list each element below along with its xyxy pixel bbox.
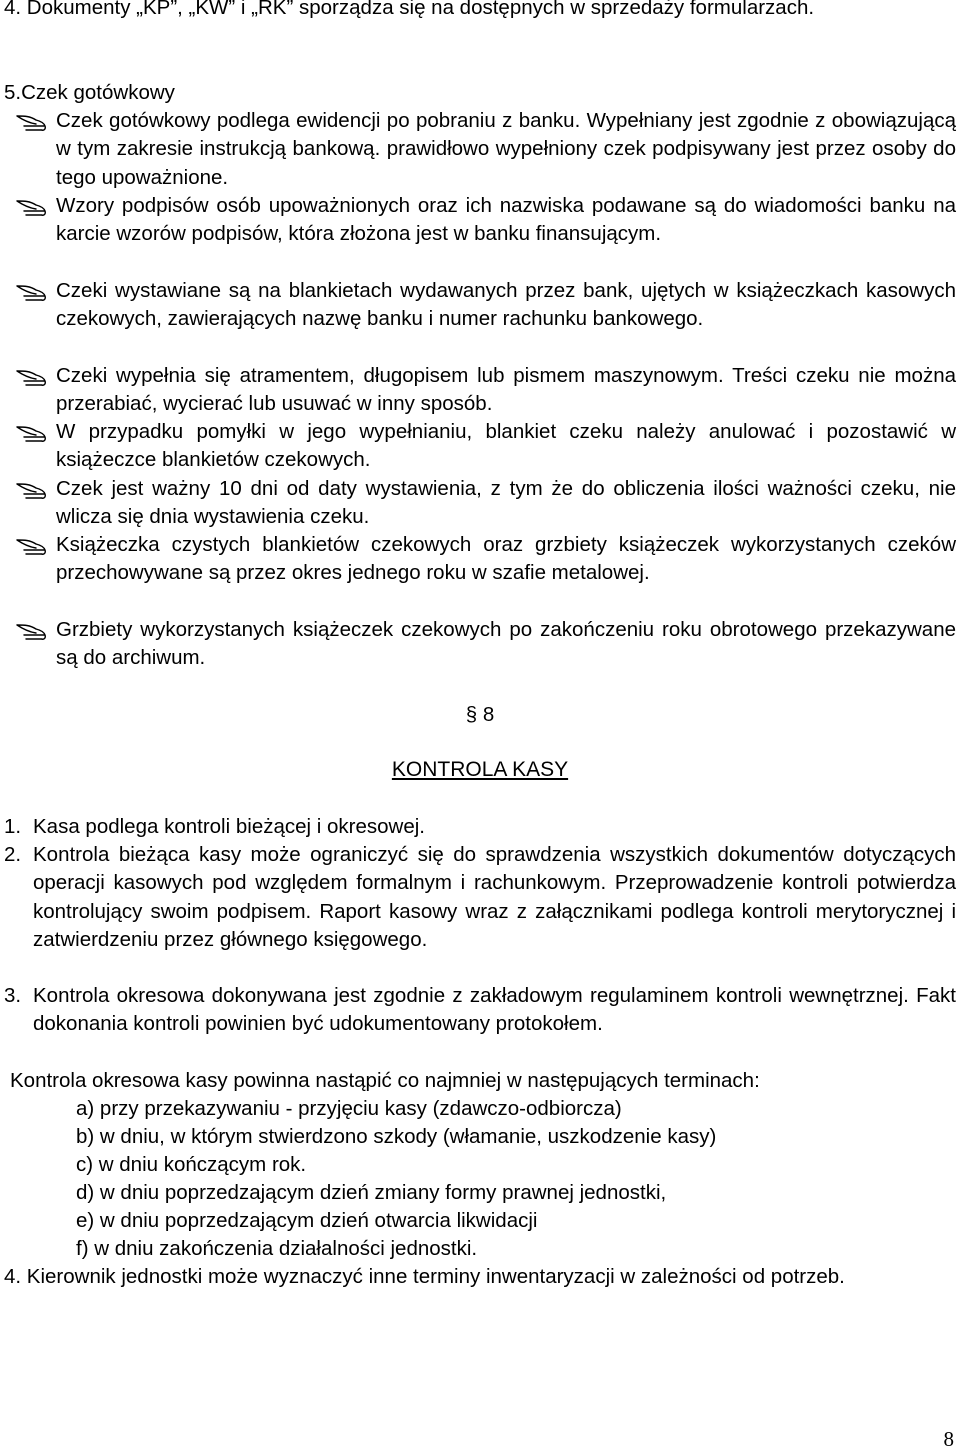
terms-intro: Kontrola okresowa kasy powinna nastąpić co najmniej w następujących terminach: — [10, 1069, 760, 1092]
check-bullet: Czek gotówkowy podlega ewidencji po pobraniu z banku. Wypełniany jest zgodnie z obowiązującą w tym zakresie instrukcją bankową. prawidłowo wypełniony czek podpisywany jest przez osoby do tego upoważnione. — [4, 107, 956, 192]
check-bullet: Czek jest ważny 10 dni od daty wystawienia, z tym że do obliczenia ilości ważności czeku, nie wlicza się dnia wystawienia czeku. — [4, 475, 956, 532]
check-bullet: Czeki wypełnia się atramentem, długopisem lub pismem maszynowym. Treści czeku nie można przerabiać, wycierać lub usuwać w inny sposób. — [4, 362, 956, 419]
pointing-hand-icon — [14, 277, 50, 305]
item-4-forms: 4. Dokumenty „KP”, „KW” i „RK” sporządza się na dostępnych w sprzedaży formularzach. — [4, 0, 815, 19]
section-5-title: 5.Czek gotówkowy — [4, 81, 175, 104]
term-item: c) w dniu kończącym rok. — [76, 1153, 307, 1176]
pointing-hand-icon — [14, 531, 50, 559]
numbered-point: 3. Kontrola okresowa dokonywana jest zgodnie z zakładowym regulaminem kontroli wewnętrznej. Fakt dokonania kontroli powinien być udokumentowany protokołem. — [4, 984, 956, 1036]
check-bullet: Książeczka czystych blankietów czekowych oraz grzbiety książeczek wykorzystanych czeków przechowywane są przez okres jednego roku w szafie metalowej. — [4, 531, 956, 588]
pointing-hand-icon — [14, 192, 50, 220]
check-bullet: W przypadku pomyłki w jego wypełnianiu, blankiet czeku należy anulować i pozostawić w książeczce blankietów czekowych. — [4, 418, 956, 475]
numbered-point: 1. Kasa podlega kontroli bieżącej i okresowej. — [4, 815, 426, 838]
pointing-hand-icon — [14, 616, 50, 644]
pointing-hand-icon — [14, 362, 50, 390]
check-bullet: Grzbiety wykorzystanych książeczek czekowych po zakończeniu roku obrotowego przekazywane są do archiwum. — [4, 616, 956, 673]
term-item: a) przy przekazywaniu - przyjęciu kasy (zdawczo-odbiorcza) — [76, 1097, 622, 1120]
pointing-hand-icon — [14, 107, 50, 135]
pointing-hand-icon — [14, 418, 50, 446]
item-4-manager: 4. Kierownik jednostki może wyznaczyć inne terminy inwentaryzacji w zależności od potrzeb. — [4, 1265, 845, 1288]
check-bullet: Wzory podpisów osób upoważnionych oraz ich nazwiska podawane są do wiadomości banku na karcie wzorów podpisów, która złożona jest w banku finansującym. — [4, 192, 956, 249]
term-item: e) w dniu poprzedzającym dzień otwarcia likwidacji — [76, 1209, 538, 1232]
term-item: f) w dniu zakończenia działalności jednostki. — [76, 1237, 478, 1260]
paragraph-number: § 8 — [465, 703, 495, 726]
section-heading: KONTROLA KASY — [391, 758, 569, 781]
check-bullet: Czeki wystawiane są na blankietach wydawanych przez bank, ujętych w książeczkach kasowych czekowych, zawierających nazwę banku i numer rachunku bankowego. — [4, 277, 956, 334]
numbered-point: 2. Kontrola bieżąca kasy może ograniczyć się do sprawdzenia wszystkich dokumentów dotyczących operacji kasowych pod względem formalnym i rachunkowym. Przeprowadzenie kontroli potwierdza kontrolujący swoim podpisem. Raport kasowy wraz z załącznikami podlega kontroli merytorycznej i zatwierdzeniu przez głównego księgowego. — [4, 843, 956, 952]
term-item: d) w dniu poprzedzającym dzień zmiany formy prawnej jednostki, — [76, 1181, 667, 1204]
term-item: b) w dniu, w którym stwierdzono szkody (włamanie, uszkodzenie kasy) — [76, 1125, 717, 1148]
page-number: 8 — [943, 1427, 954, 1451]
pointing-hand-icon — [14, 475, 50, 503]
